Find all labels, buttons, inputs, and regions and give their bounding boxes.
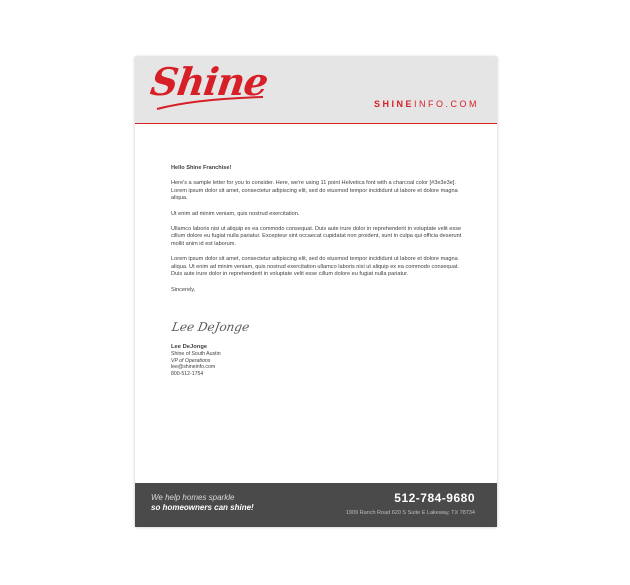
tagline-line-2-text: so homeowners can shine! [151,503,254,512]
greeting: Hello Shine Franchise! [171,165,232,171]
paragraph-3: Ullamco laboris nisi ut aliquip ex ea commodo consequat. Duis aute irure dolor in reprehenderit in voluptate velit esse cillum dolore eu fugiat nulla pariatur. Excepteur sint occaecat cupidatat non proident, sunt in culpa qui officia deserunt mollit anim id est laborum. [171,225,462,247]
signer-role: VP of Operations [171,357,211,364]
signer-company: Shine of South Austin [171,351,221,357]
website-bold: SHINE [373,99,414,109]
logo-swash-icon [155,95,265,113]
handwritten-signature: Lee DeJonge [170,320,251,334]
shine-logo: Shine [147,59,271,104]
signer-name: Lee DeJonge [171,344,208,350]
paragraph-2: Ut enim ad minim veniam, quis nostrud exercitation. [171,210,300,217]
paragraph-1: Here's a sample letter for you to consider. Here, we're using 11 point Helvetica font with a charcoal color [#3e3e3e]. Lorem ipsum dolor sit amet, consectetur adipiscing elit, sed do eiusmod tempor incididunt ut labore et dolore magna aliqua. [171,180,458,202]
footer-address: 1909 Ranch Road 620 S Suite E Lakeway, TX 78734 [345,510,475,516]
signer-phone: 800-512-1754 [171,370,204,377]
letterhead-footer [135,483,497,527]
letterhead-page [135,57,497,527]
footer-tagline [151,493,254,513]
letterhead-header [135,57,497,124]
website-rest: INFO.COM [414,99,479,109]
website-url [374,99,479,109]
footer-phone: 512-784-9680 [394,491,475,505]
letter-body [171,165,463,302]
signer-email: lee@shineinfo.com [171,364,216,371]
tagline-line-2 [151,503,254,513]
paragraph-4: Lorem ipsum dolor sit amet, consectetur adipiscing elit, sed do eiusmod tempor incididunt ut labore et dolore magna aliqua. Ut enim ad minim veniam, quis nostrud exercitation ullamco laboris nisi ut aliquip ex ea commodo consequat. Duis aute irure dolor in reprehenderit in voluptate velit esse cillum dolore eu fugiat nulla pariatur. [171,256,459,278]
closing: Sincerely, [171,286,196,293]
tagline-line-1: We help homes sparkle [151,493,235,502]
signature-block [171,343,371,377]
